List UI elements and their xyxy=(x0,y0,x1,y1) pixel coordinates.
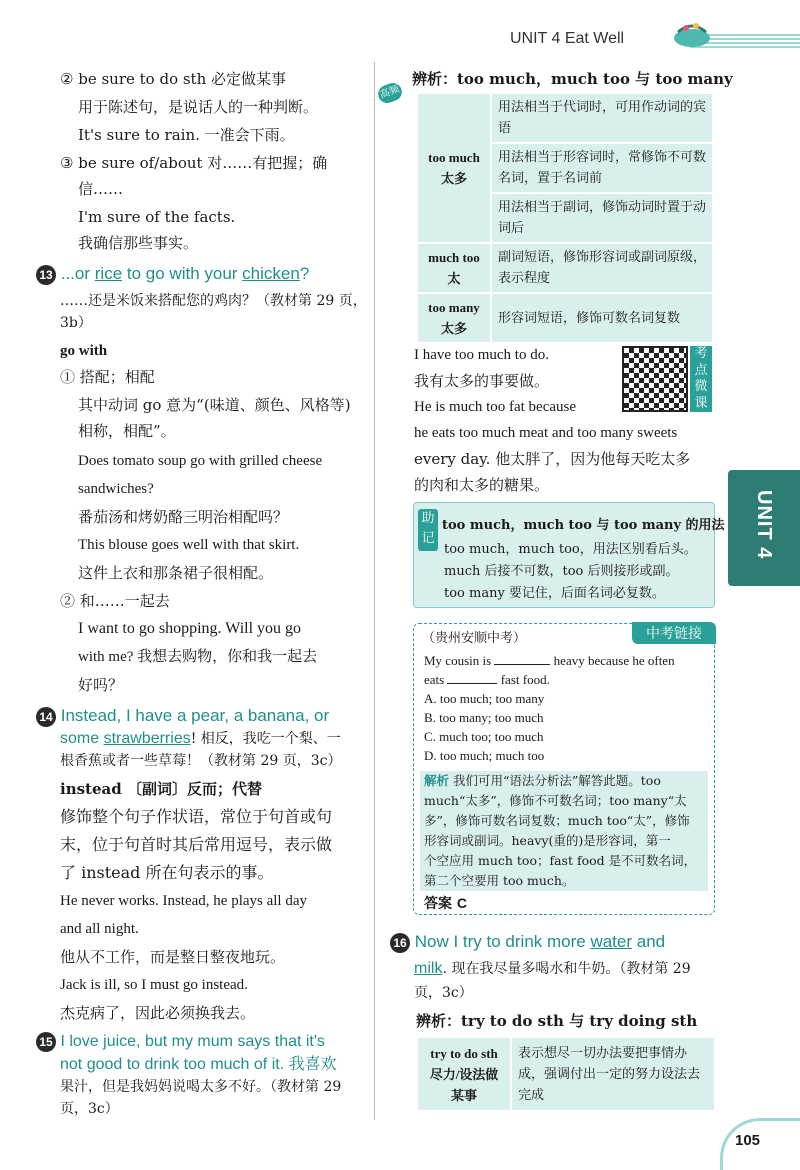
question-line: My cousin is heavy because he often xyxy=(424,653,675,668)
sentence-15: 15 I love juice, but my mum says that it's xyxy=(36,1030,325,1054)
page-number: 105 xyxy=(735,1132,761,1149)
bowl-icon xyxy=(668,18,716,52)
running-header: UNIT 4 Eat Well xyxy=(510,30,625,47)
table-cell: 表示想尽一切办法要把事情办成，强调付出一定的努力设法去完成 xyxy=(512,1038,714,1110)
source-15: 页，3c） xyxy=(60,1101,119,1117)
table-cell: 用法相当于副词，修饰动词时置于动词后 xyxy=(492,194,712,242)
exam-link-tag: 中考链接 xyxy=(632,622,716,644)
translation-15: 果汁，但是我妈妈说喝太多不好。（教材第 29 xyxy=(60,1079,342,1095)
text: 其中动词 go 意为“(味道、颜色、风格等) xyxy=(78,396,351,414)
option-b[interactable]: B. too many; too much xyxy=(424,710,544,725)
analysis-line: much“太多”，修饰不可数名词；too many“太 xyxy=(424,793,687,808)
example-translation: 我有太多的事要做。 xyxy=(414,372,550,390)
sentence-16-cont: milk. 现在我尽量多喝水和牛奶。（教材第 29 xyxy=(414,960,691,977)
analysis-panel xyxy=(420,771,708,891)
text: 末，位于句首时其后常用逗号，表示做 xyxy=(60,835,333,854)
table-head-cell: much too 太 xyxy=(418,244,490,292)
sure-usage-2: ② be sure to do sth 必定做某事 xyxy=(60,70,287,88)
high-frequency-badge: 高频 xyxy=(376,80,405,105)
example-translation: 杰克病了，因此必须换我去。 xyxy=(60,1004,256,1022)
word-heading: instead 〔副词〕反而；代替 xyxy=(60,780,262,798)
mnemonic-line: much 后接不可数，too 后则接形或副。 xyxy=(444,564,679,579)
example: every day. 他太胖了，因为他每天吃太多 xyxy=(414,450,691,468)
mnemonic-line: too much，much too，用法区别看后头。 xyxy=(444,542,697,557)
translation-13: ……还是米饭来搭配您的鸡肉？（教材第 29 页， xyxy=(60,293,367,309)
example-translation: 我确信那些事实。 xyxy=(78,234,199,252)
text: 信…… xyxy=(78,180,124,198)
answer: 答案 C xyxy=(424,895,467,912)
analysis-line: 个空应用 much too；fast food 是不可数名词， xyxy=(424,853,697,868)
table-cell: 用法相当于代词时，可用作动词的宾语 xyxy=(492,94,712,142)
example: and all night. xyxy=(60,921,139,937)
example-translation: 这件上衣和那条裙子很相配。 xyxy=(78,564,274,582)
sentence-16: 16 Now I try to drink more water and xyxy=(390,930,665,954)
table-row xyxy=(418,1038,714,1110)
exam-link-box xyxy=(413,623,715,915)
example: This blouse goes well with that skirt. xyxy=(78,537,300,553)
table-head-cell: too many 太多 xyxy=(418,294,490,342)
mnemonic-badge: 助记 xyxy=(418,509,438,551)
mnemonic-title: too much，much too 与 too many 的用法 xyxy=(442,518,725,533)
analysis-line: 解析 我们可用“语法分析法”解答此题。too xyxy=(424,773,661,788)
example: I'm sure of the facts. xyxy=(78,208,236,226)
source-16: 页，3c） xyxy=(414,985,473,1001)
source-13: 3b） xyxy=(60,315,92,331)
item-number: 16 xyxy=(390,933,410,953)
unit-side-tab-label: UNIT 4 xyxy=(753,490,775,560)
table-row xyxy=(418,94,712,142)
sentence-14-cont: some strawberries! 相反，我吃一个梨、一 xyxy=(60,730,341,747)
option-a[interactable]: A. too much; too many xyxy=(424,691,545,706)
table-head-cell: too much 太多 xyxy=(418,94,490,242)
question-line: eats fast food. xyxy=(424,672,550,687)
example: he eats too much meat and too many sweets xyxy=(414,425,678,441)
example: sandwiches? xyxy=(78,481,154,497)
item-number: 15 xyxy=(36,1032,56,1052)
table-row xyxy=(418,294,712,342)
table-cell: 用法相当于形容词时，常修饰不可数名词，置于名词前 xyxy=(492,144,712,192)
column-divider xyxy=(374,62,375,1120)
example: 好吗？ xyxy=(78,676,124,694)
example: He never works. Instead, he plays all day xyxy=(60,893,308,909)
example-translation: 他从不工作，而是整日整夜地玩。 xyxy=(60,948,286,966)
analysis-line: 形容词或副词。heavy(重的)是形容词，第一 xyxy=(424,833,671,848)
text: 修饰整个句子作状语，常位于句首或句 xyxy=(60,807,333,826)
qr-code[interactable] xyxy=(622,346,688,412)
text: 了 instead 所在句表示的事。 xyxy=(60,863,274,882)
text: 用于陈述句，是说话人的一种判断。 xyxy=(78,98,319,116)
comparison-table-1 xyxy=(416,92,714,344)
example-translation: 的肉和太多的糖果。 xyxy=(414,476,550,494)
example: I want to go shopping. Will you go xyxy=(78,620,302,637)
analysis-line: 第二个空要用 too much。 xyxy=(424,873,575,888)
sentence-15-cont: not good to drink too much of it. 我喜欢 xyxy=(60,1056,337,1073)
text: 相称，相配”。 xyxy=(78,422,176,440)
comparison-table-2 xyxy=(416,1036,716,1112)
example-translation: 番茄汤和烤奶酪三明治相配吗？ xyxy=(78,508,289,526)
option-d[interactable]: D. too much; much too xyxy=(424,748,545,763)
section-title-2: 辨析：try to do sth 与 try doing sth xyxy=(416,1012,698,1030)
qr-label: 考点微课 xyxy=(690,346,712,412)
mnemonic-line: too many 要记住，后面名词必复数。 xyxy=(444,586,665,601)
item-number: 14 xyxy=(36,707,56,727)
example: Does tomato soup go with grilled cheese xyxy=(78,453,323,469)
table-cell: 形容词短语，修饰可数名词复数 xyxy=(492,294,712,342)
sentence-13: 13 ...or rice to go with your chicken? xyxy=(36,262,309,286)
sentence-14: 14 Instead, I have a pear, a banana, or xyxy=(36,704,329,728)
phrase-heading: go with xyxy=(60,343,108,359)
item-number: 13 xyxy=(36,265,56,285)
option-c[interactable]: C. much too; too much xyxy=(424,729,544,744)
sure-usage-3: ③ be sure of/about 对……有把握；确 xyxy=(60,154,328,172)
meaning-1: ① 搭配；相配 xyxy=(60,368,155,386)
example: with me? 我想去购物，你和我一起去 xyxy=(78,649,318,665)
example: He is much too fat because xyxy=(414,399,577,415)
meaning-2: ② 和……一起去 xyxy=(60,592,170,610)
example: Jack is ill, so I must go instead. xyxy=(60,977,248,993)
analysis-line: 多”，修饰可数名词复数；much too“太”，修饰 xyxy=(424,813,690,828)
exam-source: （贵州安顺中考） xyxy=(422,631,527,646)
example: I have too much to do. xyxy=(414,347,549,363)
translation-14: 根香蕉或者一些草莓！（教材第 29 页，3c） xyxy=(60,753,342,769)
table-row xyxy=(418,244,712,292)
section-title-1: 辨析：too much，much too 与 too many xyxy=(412,70,733,88)
table-cell: 副词短语，修饰形容词或副词原级，表示程度 xyxy=(492,244,712,292)
mnemonic-box xyxy=(413,502,725,608)
example: It's sure to rain. 一准会下雨。 xyxy=(78,126,295,144)
table-head-cell: try to do sth 尽力/设法做某事 xyxy=(418,1038,510,1110)
